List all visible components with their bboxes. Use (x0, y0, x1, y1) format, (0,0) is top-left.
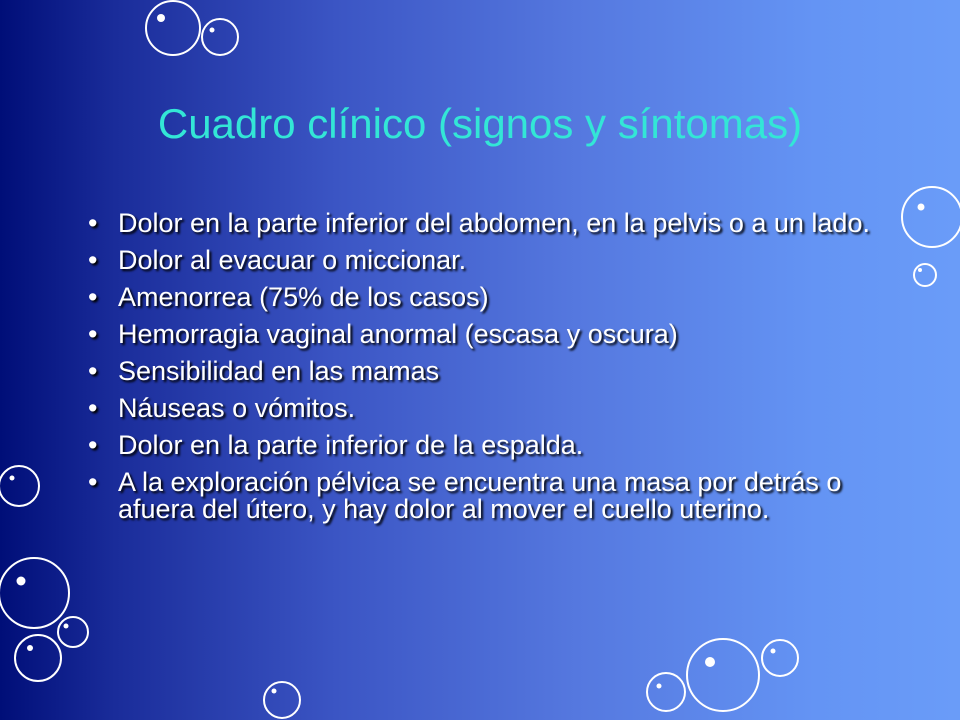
bullet-dot: • (88, 467, 98, 497)
bubble-highlight (705, 657, 715, 667)
bubble (264, 682, 300, 718)
bullet-text: Dolor en la parte inferior de la espalda. (118, 430, 584, 460)
bullet-dot: • (88, 356, 98, 386)
bullet-text: Náuseas o vómitos. (118, 393, 356, 423)
bubble-highlight (657, 684, 662, 689)
bullet-text: Dolor en la parte inferior del abdomen, en la pelvis o a un lado. (118, 208, 870, 238)
bubble (647, 673, 685, 711)
bullet-dot: • (88, 208, 98, 238)
bubble (202, 19, 238, 55)
bubble-highlight (64, 624, 69, 629)
bullet-text: Amenorrea (75% de los casos) (118, 282, 489, 312)
bullet-dot: • (88, 393, 98, 423)
bubble (146, 1, 200, 55)
bullet-list (88, 210, 878, 533)
bullet-dot: • (88, 245, 98, 275)
bullet-text: A la exploración pélvica se encuentra una masa por detrás o afuera del útero, y hay dolor al mover el cuello uterino. (118, 467, 842, 524)
bubble-highlight (771, 649, 776, 654)
bubble-highlight (272, 689, 277, 694)
bullet-item (88, 284, 878, 311)
bullet-item (88, 247, 878, 274)
bullet-dot: • (88, 430, 98, 460)
bubble-highlight (157, 14, 165, 22)
bullet-text: Sensibilidad en las mamas (118, 356, 440, 386)
bubble-highlight (17, 577, 26, 586)
bullet-item (88, 469, 878, 523)
bubble (914, 264, 936, 286)
bullet-dot: • (88, 319, 98, 349)
bubble-highlight (918, 204, 925, 211)
bubble (0, 558, 69, 628)
bubble (762, 640, 798, 676)
bullet-text: Dolor al evacuar o miccionar. (118, 245, 467, 275)
bullet-text: Hemorragia vaginal anormal (escasa y oscura) (118, 319, 678, 349)
bubble (58, 617, 88, 647)
bubble-highlight (918, 268, 922, 272)
bubble (0, 466, 39, 506)
bubble (687, 639, 759, 711)
bullet-item (88, 321, 878, 348)
bullet-item (88, 210, 878, 237)
bubble-highlight (10, 476, 15, 481)
bullet-dot: • (88, 282, 98, 312)
bullet-item (88, 358, 878, 385)
slide-title: Cuadro clínico (signos y síntomas) (157, 100, 803, 147)
bubble (902, 187, 960, 247)
bullet-item (88, 395, 878, 422)
bubble (15, 635, 61, 681)
bullet-item (88, 432, 878, 459)
bubble-highlight (27, 645, 33, 651)
bubble-highlight (210, 28, 215, 33)
